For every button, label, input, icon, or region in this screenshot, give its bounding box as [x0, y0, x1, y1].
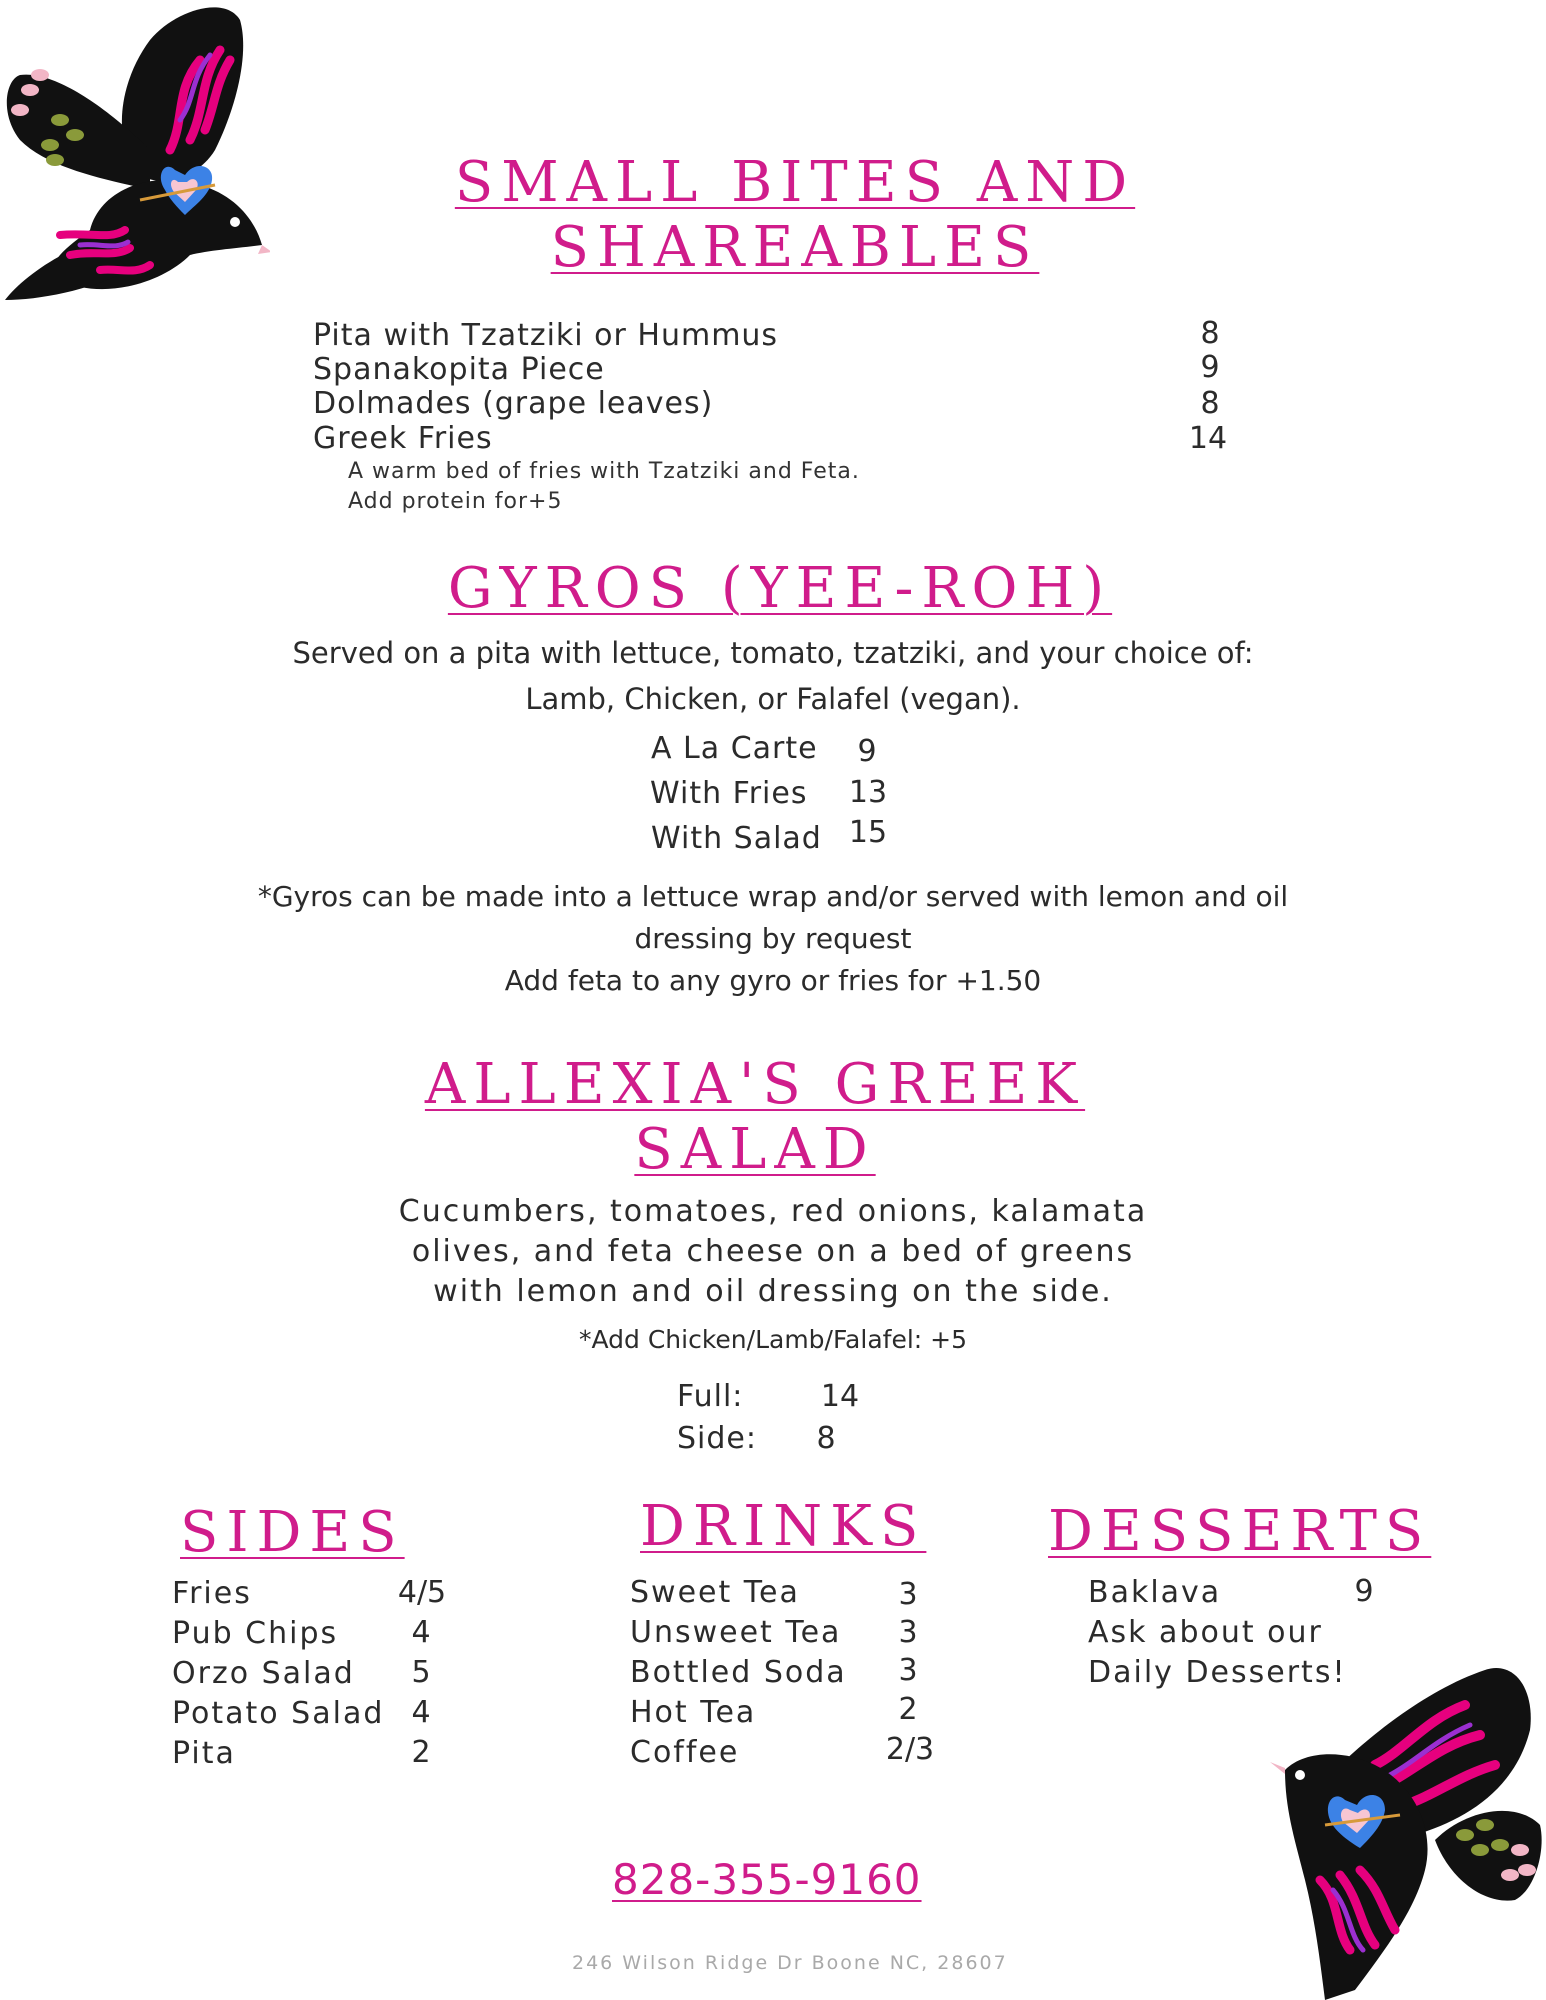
drink-item-price: 2/3 — [885, 1732, 935, 1767]
menu-item-price: 14 — [1188, 421, 1228, 456]
menu-item-price: 8 — [1200, 386, 1220, 421]
drinks-title: DRINKS — [640, 1494, 927, 1559]
gyro-option-price: 9 — [857, 734, 877, 769]
gyros-feta-note: Add feta to any gyro or fries for +1.50 — [504, 964, 1042, 997]
salad-title-line1: ALLEXIA'S GREEK — [424, 1052, 1086, 1117]
small-bites-title-line2: SHAREABLES — [550, 215, 1040, 280]
gyros-title: GYROS (YEE-ROH) — [447, 556, 1113, 621]
bird-icon-top-left — [0, 0, 270, 310]
drink-item-name: Hot Tea — [630, 1695, 757, 1730]
drink-item-name: Bottled Soda — [630, 1655, 847, 1690]
gyros-note-line2: dressing by request — [634, 922, 912, 955]
sides-title: SIDES — [180, 1500, 405, 1565]
side-item-name: Fries — [172, 1576, 252, 1611]
drink-item-name: Coffee — [630, 1735, 740, 1770]
salad-size-name: Side: — [677, 1421, 757, 1456]
daily-desserts-line1: Ask about our — [1088, 1615, 1323, 1650]
side-item-name: Potato Salad — [172, 1696, 385, 1731]
side-item-price: 4 — [411, 1695, 431, 1730]
side-item-name: Pita — [172, 1736, 236, 1771]
side-item-price: 2 — [411, 1735, 431, 1770]
menu-item-price: 9 — [1200, 350, 1220, 385]
drink-item-name: Unsweet Tea — [630, 1615, 842, 1650]
menu-item-name: Pita with Tzatziki or Hummus — [313, 318, 779, 353]
menu-item-name: Greek Fries — [313, 421, 493, 456]
gyros-note — [200, 876, 1346, 1002]
menu-item-price: 8 — [1200, 316, 1220, 351]
gyros-desc-line2: Lamb, Chicken, or Falafel (vegan). — [525, 682, 1021, 716]
salad-addon: *Add Chicken/Lamb/Falafel: +5 — [579, 1325, 967, 1354]
address: 246 Wilson Ridge Dr Boone NC, 28607 — [572, 1952, 1008, 1974]
gyro-option-name: With Fries — [650, 776, 808, 811]
dessert-item-name: Baklava — [1088, 1575, 1222, 1610]
daily-desserts-line2: Daily Desserts! — [1088, 1655, 1347, 1690]
salad-title — [380, 1052, 1130, 1182]
salad-size-price: 8 — [816, 1421, 836, 1456]
drink-item-price: 3 — [898, 1615, 918, 1650]
side-item-name: Pub Chips — [172, 1616, 339, 1651]
phone-link[interactable]: 828-355-9160 — [612, 1855, 922, 1904]
salad-title-line2: SALAD — [634, 1117, 876, 1182]
salad-desc-line3: with lemon and oil dressing on the side. — [433, 1274, 1113, 1309]
gyro-option-name: With Salad — [651, 821, 822, 856]
drink-item-price: 3 — [898, 1577, 918, 1612]
desserts-title: DESSERTS — [1048, 1499, 1432, 1564]
salad-desc-line1: Cucumbers, tomatoes, red onions, kalamata — [398, 1194, 1148, 1229]
menu-item-name: Spanakopita Piece — [313, 352, 605, 387]
side-item-price: 5 — [411, 1655, 431, 1690]
greek-fries-protein-note: Add protein for+5 — [348, 489, 563, 514]
dessert-item-price: 9 — [1354, 1574, 1374, 1609]
gyros-note-line1: *Gyros can be made into a lettuce wrap and/or served with lemon and oil — [257, 880, 1289, 913]
salad-desc-line2: olives, and feta cheese on a bed of greens — [411, 1234, 1135, 1269]
drink-item-price: 3 — [898, 1653, 918, 1688]
salad-description — [360, 1192, 1186, 1312]
drink-item-price: 2 — [898, 1692, 918, 1727]
drink-item-name: Sweet Tea — [630, 1575, 800, 1610]
salad-size-name: Full: — [677, 1379, 744, 1414]
gyro-option-price: 13 — [848, 775, 888, 810]
greek-fries-description: A warm bed of fries with Tzatziki and Feta. — [348, 459, 860, 484]
bird-icon-bottom-right — [1265, 1650, 1546, 2000]
salad-size-price: 14 — [820, 1379, 860, 1414]
small-bites-title-line1: SMALL BITES AND — [454, 150, 1136, 215]
side-item-price: 4/5 — [397, 1575, 447, 1610]
gyros-desc-line1: Served on a pita with lettuce, tomato, tzatziki, and your choice of: — [292, 636, 1254, 670]
side-item-price: 4 — [411, 1615, 431, 1650]
gyro-option-price: 15 — [848, 815, 888, 850]
menu-item-name: Dolmades (grape leaves) — [313, 386, 714, 421]
gyro-option-name: A La Carte — [651, 731, 818, 766]
small-bites-title — [420, 150, 1170, 280]
gyros-description — [240, 630, 1306, 722]
side-item-name: Orzo Salad — [172, 1656, 355, 1691]
